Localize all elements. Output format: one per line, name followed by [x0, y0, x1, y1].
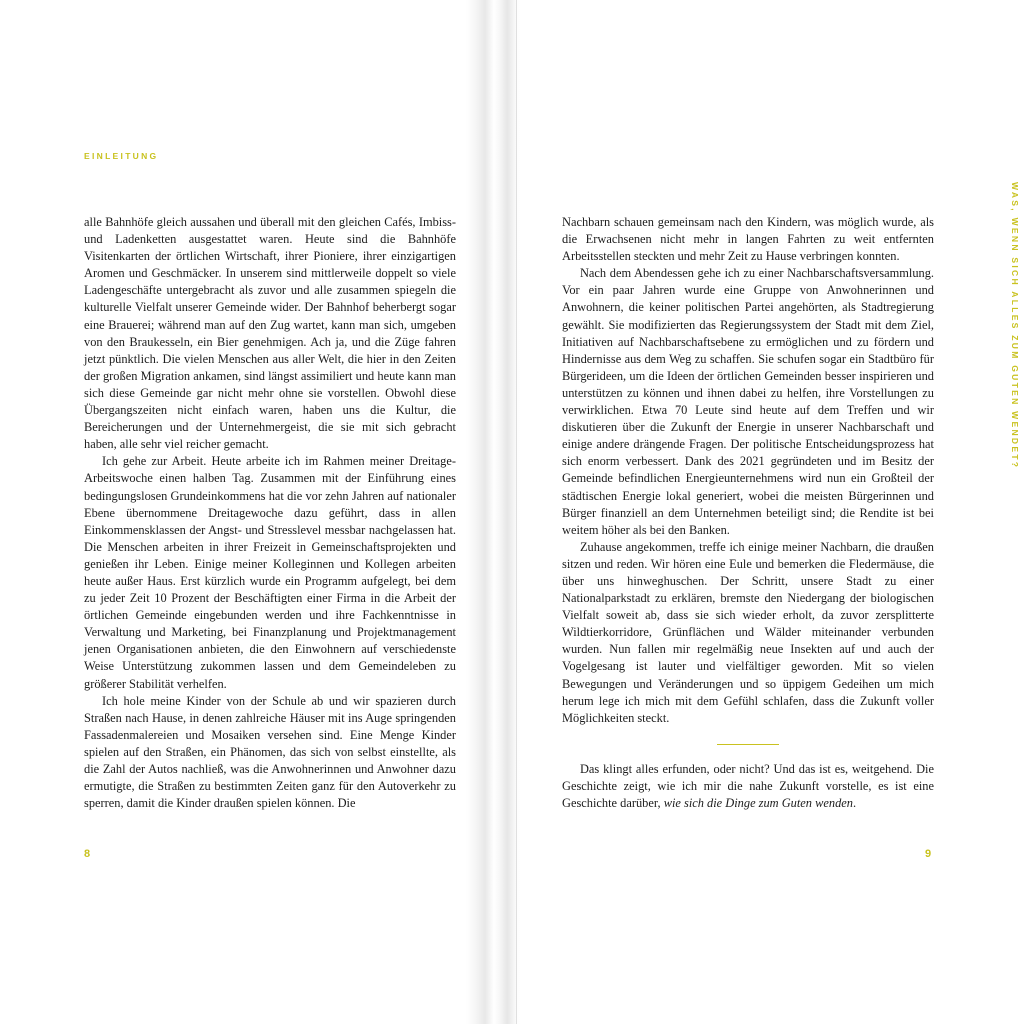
book-spine-line — [516, 0, 517, 1024]
paragraph: Nach dem Abendessen gehe ich zu einer Nachbarschaftsversammlung. Vor ein paar Jahren wurde eine Gruppe von Anwohnerinnen und Anwohnern, die keiner politischen Partei angehörten, als Stadtregierung gewählt. Sie modifizierten das Regierungssystem der Stadt mit dem Ziel, Initiativen auf Nachbarschaftsebene zu ermöglichen und zu fördern und Hindernisse aus dem Weg zu schaffen. Sie schufen sogar ein Stadtbüro für Bürgerideen, um die Ideen der örtlichen Gemeinden besser inspirieren und unterstützen zu können und ihnen dabei zu helfen, ihre Vorstellungen zu verwirklichen. Etwa 70 Leute sind heute auf dem Treffen und wir diskutieren über die Zukunft der Energie in unserer Nachbarschaft und einige andere drängende Fragen. Der politische Entscheidungsprozess hat sich enorm verbessert. Dank des 2021 gegründeten und im Besitz der Gemeinde befindlichen Energieunternehmens wird nun ein Großteil der städtischen Energie lokal generiert, wobei die meisten Bürgerinnen und Bürger finanziell an dem Unternehmen beteiligt sind; die Rendite ist bei weitem höher als bei den Banken. — [562, 266, 934, 537]
paragraph: Zuhause angekommen, treffe ich einige meiner Nachbarn, die draußen sitzen und reden. Wir hören eine Eule und bemerken die Fledermäuse, die über uns hinweghuschen. Der Schritt, unsere Stadt zu einer Nationalparkstadt zu erklären, bremste den Niedergang der biologischen Vielfalt soweit ab, dass sie sich wieder erholt, da zuvor zersplitterte Wildtierkorridore, Grünflächen und Wälder miteinander verbunden wurden. Nun fallen mir regelmäßig neue Insekten auf und auch der Vogelgesang ist lauter und vielfältiger geworden. Mit so vielen Bewegungen und Veränderungen und so üppigem Gedeihen um mich herum lege ich mich mit dem Gefühl schlafen, dass die Zukunft voller Möglichkeiten steckt. — [562, 539, 934, 725]
left-page-text-column — [84, 214, 456, 812]
book-spine-shadow — [466, 0, 522, 1024]
section-divider-rule — [717, 744, 779, 745]
right-page-text-column — [562, 214, 934, 812]
side-running-title: WAS, WENN SICH ALLES ZUM GUTEN WENDET? — [1010, 182, 1020, 470]
closing-paragraph-italic: wie sich die Dinge zum Guten wenden — [663, 796, 853, 810]
left-page — [84, 0, 456, 1024]
closing-paragraph — [562, 761, 934, 812]
paragraph: Ich hole meine Kinder von der Schule ab und wir spazieren durch Straßen nach Hause, in denen zahlreiche Häuser mit ins Auge springenden Fassadenmalereien und Mosaiken versehen sind. Eine Menge Kinder spielen auf den Straßen, ein Phänomen, das sich von selbst einstellte, als die Zahl der Autos nachließ, was die Anwohnerinnen und Anwohner dazu ermutigte, die Straßen zu bestimmten Zeiten ganz für den Autoverkehr zu sperren, damit die Kinder draußen spielen können. Die — [84, 693, 456, 811]
closing-paragraph-lead: Das klingt alles erfunden, oder nicht? Und das ist es, weitgehend. Die Geschichte zeigt, wie ich mir die nahe Zukunft vorstelle, es ist eine Geschichte darüber, — [562, 761, 934, 810]
right-page — [562, 0, 1020, 1024]
paragraph: Nachbarn schauen gemeinsam nach den Kindern, was möglich wurde, als die Erwachsenen nicht mehr in langen Fahrten zu weit entfernten Arbeitsstellen steckten und mehr Zeit zu Hause verbringen konnten. — [562, 215, 934, 264]
running-head: EINLEITUNG — [84, 151, 159, 161]
closing-paragraph-end: . — [852, 796, 857, 810]
paragraph: Ich gehe zur Arbeit. Heute arbeite ich im Rahmen meiner Dreitage-Arbeitswoche einen halben Tag. Zusammen mit der Einführung eines bedingungslosen Grundeinkommens hat die vor zehn Jahren auf nationaler Ebene übernommene Dreitagewoche dazu geführt, dass in allen Einkommensklassen der Angst- und Stresslevel messbar nachgelassen hat. Die Menschen arbeiten in ihrer Freizeit in Gemeinschaftsprojekten und genießen ihr Leben. Einige meiner Kolleginnen und Kollegen arbeiten heute außer Haus. Erst kürzlich wurde ein Programm aufgelegt, bei dem zu jeder Zeit 10 Prozent der Beschäftigten einer Firma in die Arbeit der örtlichen Gemeinde eingebunden werden und ihre Fachkenntnisse in Verwaltung und Marketing, bei Finanzplanung und Projektmanagement jenen Organisationen anbieten, die den Einwohnern auf verschiedenste Weise Unterstützung zukommen lassen und dem Gemeindeleben zu größerer Stabilität verhelfen. — [84, 454, 456, 691]
paragraph: alle Bahnhöfe gleich aussahen und überall mit den gleichen Cafés, Imbiss- und Ladenketten ausgestattet waren. Heute sind die Bahnhöfe Visitenkarten der örtlichen Wirtschaft, ihrer Pioniere, ihrer einzigartigen Aromen und Geschmäcker. In unserem sind mittlerweile doppelt so viele Ladengeschäfte untergebracht als zuvor und alle zusammen spiegeln die kulturelle Vielfalt unserer Gemeinde wider. Der Bahnhof beherbergt sogar eine Brauerei; während man auf den Zug wartet, kann man sich, umgeben von den Braukesseln, ein Bier genehmigen. Ach ja, und die Züge fahren jetzt pünktlich. Die vielen Menschen aus aller Welt, die hier in den Zeiten der großen Migration ankamen, sind längst assimiliert und heute kann man sich diese Gemeinde gar nicht mehr ohne sie vorstellen. Obwohl diese Übergangszeiten nicht einfach waren, haben uns die Kultur, die Bereicherungen und der Unternehmergeist, die sie mit sich gebracht haben, alle sehr viel reicher gemacht. — [84, 215, 456, 452]
page-number-left: 8 — [84, 848, 91, 860]
page-number-right: 9 — [925, 848, 932, 860]
